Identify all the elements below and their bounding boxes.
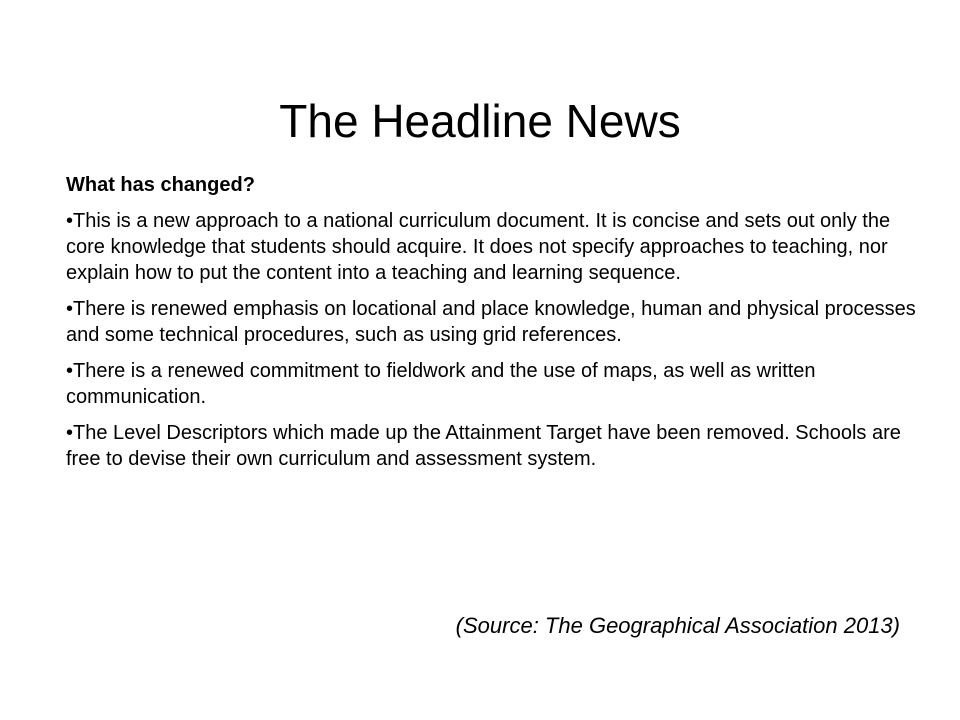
bullet-item: •There is a renewed commitment to fieldwork and the use of maps, as well as written communication. <box>66 360 816 408</box>
bullet-item: •The Level Descriptors which made up the Attainment Target have been removed. Schools are free to devise their own curriculum and assessment system. <box>66 422 901 470</box>
subheading: What has changed? <box>66 174 255 196</box>
bullet-item: •There is renewed emphasis on locational and place knowledge, human and physical processes and some technical procedures, such as using grid references. <box>66 298 916 346</box>
source-citation: (Source: The Geographical Association 2013) <box>455 613 900 638</box>
slide-body <box>66 172 916 482</box>
bullet-item: •This is a new approach to a national curriculum document. It is concise and sets out only the core knowledge that students should acquire. It does not specify approaches to teaching, nor explain how to put the content into a teaching and learning sequence. <box>66 210 891 284</box>
slide-title: The Headline News <box>279 94 681 147</box>
